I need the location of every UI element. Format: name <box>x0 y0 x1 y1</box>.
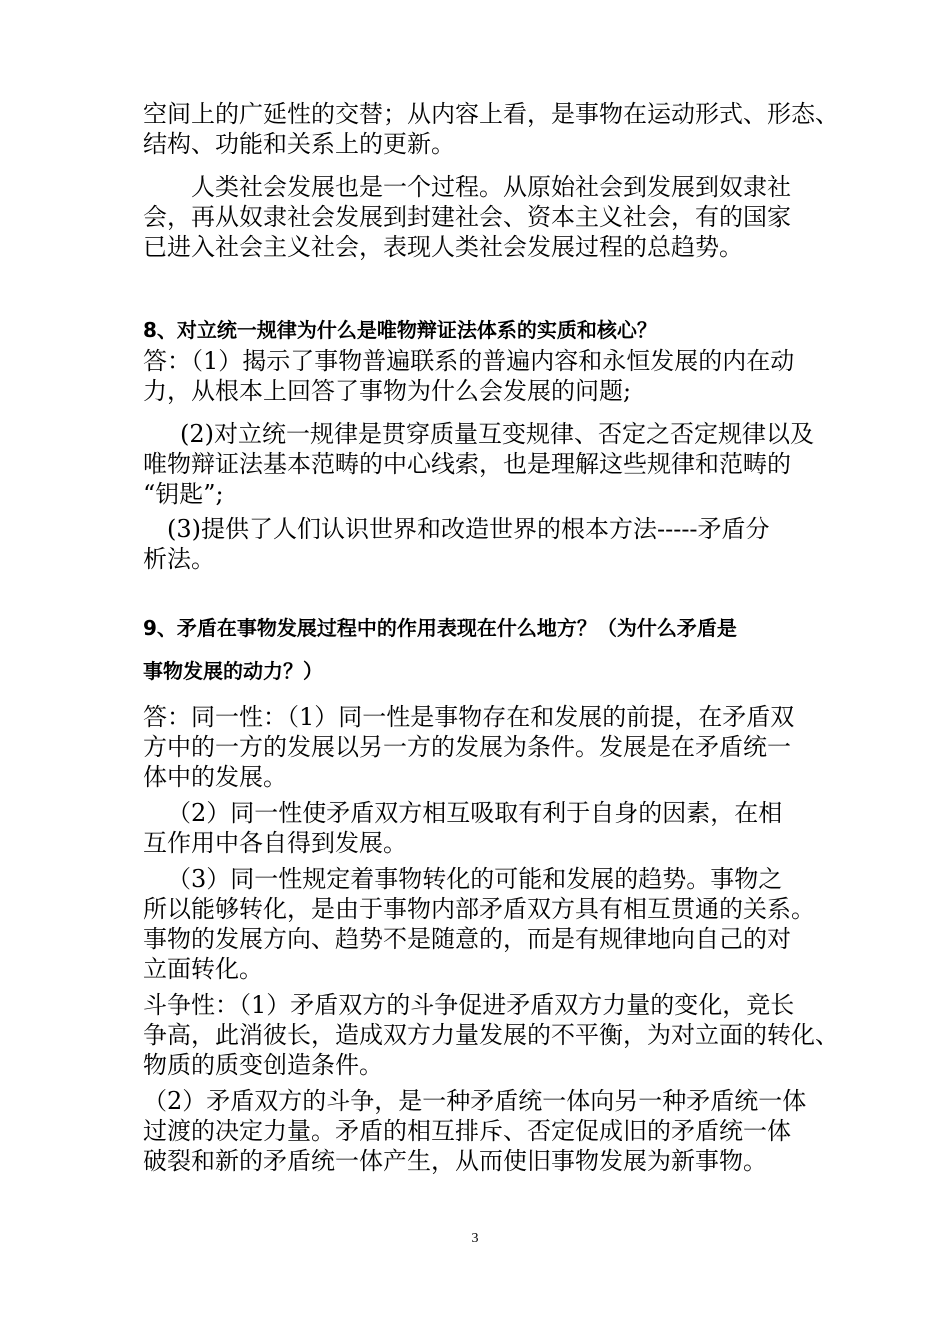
answer-line: (3)提供了人们认识世界和改造世界的根本方法-----矛盾分 <box>167 515 770 543</box>
page-number: 3 <box>471 1231 479 1246</box>
paragraph-line: 结构、功能和关系上的更新。 <box>143 130 455 158</box>
paragraph-line: 已进入社会主义社会，表现人类社会发展过程的总趋势。 <box>143 233 743 261</box>
answer-line: 唯物辩证法基本范畴的中心线索，也是理解这些规律和范畴的 <box>143 450 791 478</box>
answer-line: 物质的质变创造条件。 <box>143 1051 383 1079</box>
answer-line: （2）矛盾双方的斗争，是一种矛盾统一体向另一种矛盾统一体 <box>143 1087 807 1115</box>
answer-line: 力，从根本上回答了事物为什么会发展的问题; <box>143 377 632 405</box>
answer-line: 答：（1）揭示了事物普遍联系的普遍内容和永恒发展的内在动 <box>143 347 795 375</box>
paragraph-line: 人类社会发展也是一个过程。从原始社会到发展到奴隶社 <box>191 173 791 201</box>
answer-line: 立面转化。 <box>143 955 263 983</box>
answer-line: 破裂和新的矛盾统一体产生，从而使旧事物发展为新事物。 <box>143 1147 767 1175</box>
answer-line: “钥匙”; <box>143 480 224 508</box>
answer-line: 答：同一性：（1）同一性是事物存在和发展的前提，在矛盾双 <box>143 703 795 731</box>
paragraph-line: 空间上的广延性的交替；从内容上看，是事物在运动形式、形态、 <box>143 100 839 128</box>
answer-line: 斗争性：（1）矛盾双方的斗争促进矛盾双方力量的变化，竞长 <box>143 991 795 1019</box>
answer-line: 争高，此消彼长，造成双方力量发展的不平衡，为对立面的转化、 <box>143 1021 839 1049</box>
question-9-heading: 9、矛盾在事物发展过程中的作用表现在什么地方？（为什么矛盾是 <box>143 616 737 640</box>
answer-line: （2）同一性使矛盾双方相互吸取有利于自身的因素，在相 <box>167 799 783 827</box>
answer-line: 体中的发展。 <box>143 763 287 791</box>
answer-line: 所以能够转化，是由于事物内部矛盾双方具有相互贯通的关系。 <box>143 895 815 923</box>
answer-line: 方中的一方的发展以另一方的发展为条件。发展是在矛盾统一 <box>143 733 791 761</box>
answer-line: 析法。 <box>143 545 215 573</box>
paragraph-line: 会，再从奴隶社会发展到封建社会、资本主义社会，有的国家 <box>143 203 791 231</box>
answer-line: 过渡的决定力量。矛盾的相互排斥、否定促成旧的矛盾统一体 <box>143 1117 791 1145</box>
answer-line: （3）同一性规定着事物转化的可能和发展的趋势。事物之 <box>167 865 783 893</box>
answer-line: 互作用中各自得到发展。 <box>143 829 407 857</box>
answer-line: 事物的发展方向、趋势不是随意的，而是有规律地向自己的对 <box>143 925 791 953</box>
question-9-heading: 事物发展的动力？） <box>143 659 323 683</box>
question-8-heading: 8、对立统一规律为什么是唯物辩证法体系的实质和核心？ <box>143 318 657 342</box>
answer-line: (2)对立统一规律是贯穿质量互变规律、否定之否定规律以及 <box>180 420 814 448</box>
